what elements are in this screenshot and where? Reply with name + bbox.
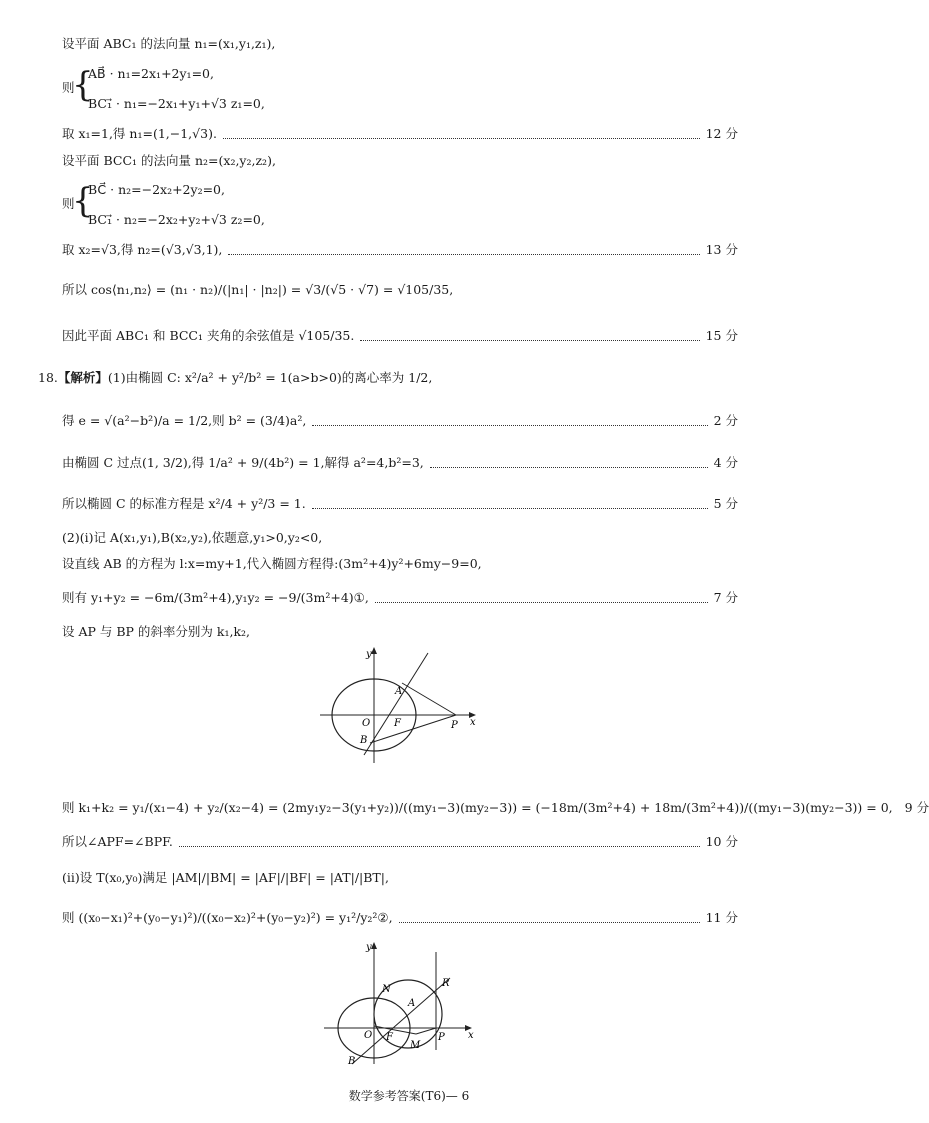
fig1-axes bbox=[320, 647, 476, 763]
score-5: 5 分 bbox=[713, 496, 738, 511]
dot-leader bbox=[399, 922, 700, 923]
plane-bcc1-take: 取 x₂=√3,得 n₂=(√3,√3,1), bbox=[62, 242, 223, 257]
conclusion-row bbox=[62, 328, 738, 344]
segment-ap bbox=[402, 683, 456, 715]
line-ab bbox=[352, 978, 450, 1064]
fig1-label-b: B bbox=[360, 735, 368, 746]
q18-k-row bbox=[62, 800, 929, 816]
score-4: 4 分 bbox=[713, 455, 738, 470]
segment-bp bbox=[370, 715, 456, 743]
q18-line-ratio: 则 ((x₀−x₁)²+(y₀−y₁)²)/((x₀−x₂)²+(y₀−y₂)²) = y₁²/y₂²②, bbox=[62, 910, 393, 925]
ellipse-figure-1 bbox=[318, 645, 478, 767]
cos-line: 所以 cos⟨n₁,n₂⟩ = (n₁ · n₂)/(|n₁| · |n₂|) = √3/(√5 · √7) = √105/35, bbox=[62, 282, 454, 297]
dot-leader bbox=[375, 602, 708, 603]
fig2-label-y: y bbox=[366, 942, 372, 953]
dot-leader bbox=[223, 138, 700, 139]
plane-abc1-take-row bbox=[62, 126, 738, 142]
page-footer: 数学参考答案(T6)— 6 bbox=[348, 1089, 470, 1103]
fig2-label-f: F bbox=[386, 1032, 393, 1043]
plane-bcc1-eq1: BC⃗ · n₂=−2x₂+2y₂=0, bbox=[88, 182, 225, 197]
q18-ratio-row bbox=[62, 910, 738, 926]
dot-leader bbox=[228, 254, 699, 255]
ellipse-figure-2 bbox=[322, 938, 478, 1068]
fig2-label-r: R bbox=[442, 978, 450, 989]
q18-line-k: 则 k₁+k₂ = y₁/(x₁−4) + y₂/(x₂−4) = (2my₁y₂−3(y₁+y₂))/((my₁−3)(my₂−3)) = (−18m/(3m²+4) + 18m/(3m²+4))/((my₁−3)(my₂−3)) = 0, bbox=[62, 800, 893, 815]
q18-header bbox=[38, 370, 432, 386]
plane-abc1-intro: 设平面 ABC₁ 的法向量 n₁=(x₁,y₁,z₁), bbox=[62, 36, 276, 51]
brace-symbol: { bbox=[72, 181, 94, 221]
plane-bcc1-intro: 设平面 BCC₁ 的法向量 n₂=(x₂,y₂,z₂), bbox=[62, 153, 276, 168]
fig1-label-f: F bbox=[394, 718, 401, 729]
fig1-label-y: y bbox=[366, 649, 372, 660]
dot-leader bbox=[430, 467, 708, 468]
q18-line-std: 所以椭圆 C 的标准方程是 x²/4 + y²/3 = 1. bbox=[62, 496, 306, 511]
q18-tag: 【解析】 bbox=[57, 370, 108, 385]
fig1-label-x: x bbox=[470, 717, 476, 728]
q18-number: 18. bbox=[38, 370, 58, 385]
q18-angle-row bbox=[62, 834, 738, 850]
q18-line-ii: (ⅱ)设 T(x₀,y₀)满足 |AM|/|BM| = |AF|/|BF| = |AT|/|BT|, bbox=[62, 870, 389, 885]
fig1-label-a: A bbox=[395, 686, 403, 697]
plane-abc1-eq2: BC₁⃗ · n₁=−2x₁+y₁+√3 z₁=0, bbox=[88, 96, 265, 111]
fig2-label-o: O bbox=[364, 1030, 373, 1041]
plane-abc1-then: 则 bbox=[62, 80, 75, 95]
fig2-axes bbox=[324, 942, 472, 1064]
conclusion-text: 因此平面 ABC₁ 和 BCC₁ 夹角的余弦值是 √105/35. bbox=[62, 328, 355, 343]
q18-vieta-row bbox=[62, 590, 738, 606]
q18-intro: (1)由椭圆 C: x²/a² + y²/b² = 1(a>b>0)的离心率为 1/2, bbox=[107, 370, 433, 385]
fig2-label-n: N bbox=[382, 984, 391, 995]
q18-point-row bbox=[62, 455, 738, 471]
q18-line-angle: 所以∠APF=∠BPF. bbox=[62, 834, 173, 849]
q18-e-row bbox=[62, 413, 738, 429]
plane-bcc1-then: 则 bbox=[62, 196, 75, 211]
score-2: 2 分 bbox=[713, 413, 738, 428]
q18-line-ab: 设直线 AB 的方程为 l:x=my+1,代入椭圆方程得:(3m²+4)y²+6my−9=0, bbox=[62, 556, 482, 571]
dot-leader bbox=[179, 846, 700, 847]
q18-line-slopes: 设 AP 与 BP 的斜率分别为 k₁,k₂, bbox=[62, 624, 251, 639]
plane-bcc1-take-row bbox=[62, 242, 738, 258]
dot-leader bbox=[360, 340, 699, 341]
q18-line-i: (2)(ⅰ)记 A(x₁,y₁),B(x₂,y₂),依题意,y₁>0,y₂<0, bbox=[62, 530, 323, 545]
score-13: 13 分 bbox=[705, 242, 738, 257]
fig2-label-b: B bbox=[348, 1056, 356, 1067]
q18-line-vieta: 则有 y₁+y₂ = −6m/(3m²+4),y₁y₂ = −9/(3m²+4)①, bbox=[62, 590, 369, 605]
score-10: 10 分 bbox=[705, 834, 738, 849]
q18-std-row bbox=[62, 496, 738, 512]
fig1-label-p: P bbox=[451, 720, 458, 731]
plane-bcc1-eq2: BC₁⃗ · n₂=−2x₂+y₂+√3 z₂=0, bbox=[88, 212, 265, 227]
fig2-label-x: x bbox=[468, 1030, 474, 1041]
score-9: 9 分 bbox=[904, 800, 929, 815]
segment-mp bbox=[416, 1028, 436, 1034]
q18-line-point: 由椭圆 C 过点(1, 3/2),得 1/a² + 9/(4b²) = 1,解得 a²=4,b²=3, bbox=[62, 455, 424, 470]
score-15: 15 分 bbox=[705, 328, 738, 343]
fig2-label-a: A bbox=[408, 998, 416, 1009]
plane-abc1-eq1: AB⃗ · n₁=2x₁+2y₁=0, bbox=[88, 66, 214, 81]
dot-leader bbox=[312, 425, 707, 426]
score-12: 12 分 bbox=[705, 126, 738, 141]
fig2-label-m: M bbox=[410, 1040, 421, 1051]
dot-leader bbox=[312, 508, 708, 509]
q18-line-e: 得 e = √(a²−b²)/a = 1/2,则 b² = (3/4)a², bbox=[62, 413, 307, 428]
brace-symbol: { bbox=[72, 65, 94, 105]
score-11: 11 分 bbox=[705, 910, 738, 925]
plane-abc1-take: 取 x₁=1,得 n₁=(1,−1,√3). bbox=[62, 126, 217, 141]
score-7: 7 分 bbox=[713, 590, 738, 605]
fig1-label-o: O bbox=[362, 718, 371, 729]
fig2-label-p: P bbox=[438, 1032, 445, 1043]
